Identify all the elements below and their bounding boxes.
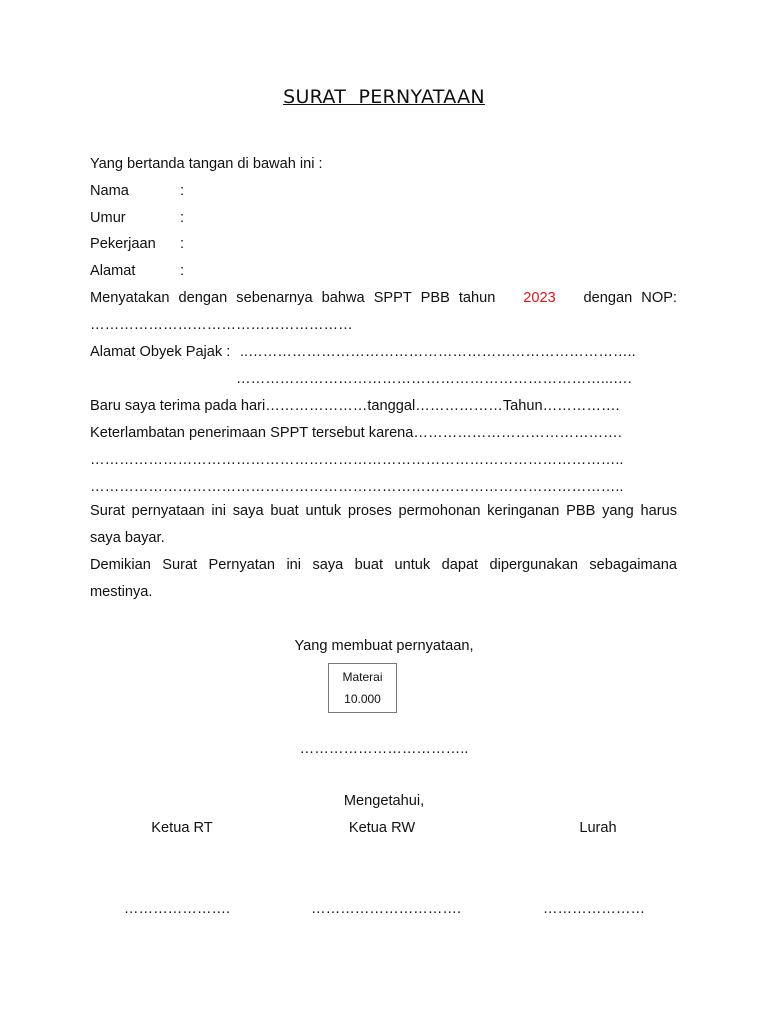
alamat-obyek-line-1: ..…………………………………………………………………….. <box>240 344 636 360</box>
statement-year: 2023 <box>523 290 556 306</box>
document-title: SURAT PERNYATAAN <box>283 86 485 108</box>
field-label-pekerjaan: Pekerjaan <box>90 236 156 252</box>
statement-line <box>90 290 677 306</box>
nop-dots: ……………………………………………… <box>90 317 353 333</box>
signer-label: Yang membuat pernyataan, <box>294 638 474 654</box>
statement-prefix: Menyatakan dengan sebenarnya bahwa SPPT PBB tahun <box>90 290 496 306</box>
terima-line: Baru saya terima pada hari…………………tanggal………………Tahun……………. <box>90 398 620 414</box>
intro-text: Yang bertanda tangan di bawah ini : <box>90 156 323 172</box>
closing-paragraph: Demikian Surat Pernyatan ini saya buat untuk dapat dipergunakan sebagaimana mestinya. <box>90 557 677 600</box>
materai-stamp-box <box>328 663 397 713</box>
alamat-obyek-line-2: …………………………………………………………………...…. <box>236 371 632 387</box>
official-title-rt: Ketua RT <box>151 820 213 836</box>
official-title-lurah: Lurah <box>579 820 617 836</box>
keterlambatan-line: Keterlambatan penerimaan SPPT tersebut karena……………………………………. <box>90 425 622 441</box>
purpose-paragraph: Surat pernyataan ini saya buat untuk proses permohonan keringanan PBB yang harus saya bayar. <box>90 503 677 546</box>
mengetahui-label: Mengetahui, <box>343 793 425 809</box>
field-label-alamat: Alamat <box>90 263 136 279</box>
official-dots-rt: …………………. <box>123 901 231 917</box>
statement-suffix: dengan NOP: <box>583 290 677 306</box>
field-colon-umur: : <box>180 210 185 226</box>
reason-dots-2: ……………………………………………………………………………………………….. <box>90 479 624 495</box>
field-colon-pekerjaan: : <box>180 236 185 252</box>
official-dots-rw: …………………………. <box>311 901 461 917</box>
official-dots-lurah: ………………… <box>542 901 646 917</box>
field-label-nama: Nama <box>90 183 129 199</box>
reason-dots-1: ……………………………………………………………………………………………….. <box>90 452 624 468</box>
alamat-obyek-label: Alamat Obyek Pajak : <box>90 344 231 360</box>
signer-dots: …………………………….. <box>299 741 469 757</box>
stamp-line-1: Materai <box>342 670 383 684</box>
field-colon-alamat: : <box>180 263 185 279</box>
field-colon-nama: : <box>180 183 185 199</box>
stamp-line-2: 10.000 <box>344 692 381 706</box>
field-label-umur: Umur <box>90 210 126 226</box>
official-title-rw: Ketua RW <box>348 820 416 836</box>
